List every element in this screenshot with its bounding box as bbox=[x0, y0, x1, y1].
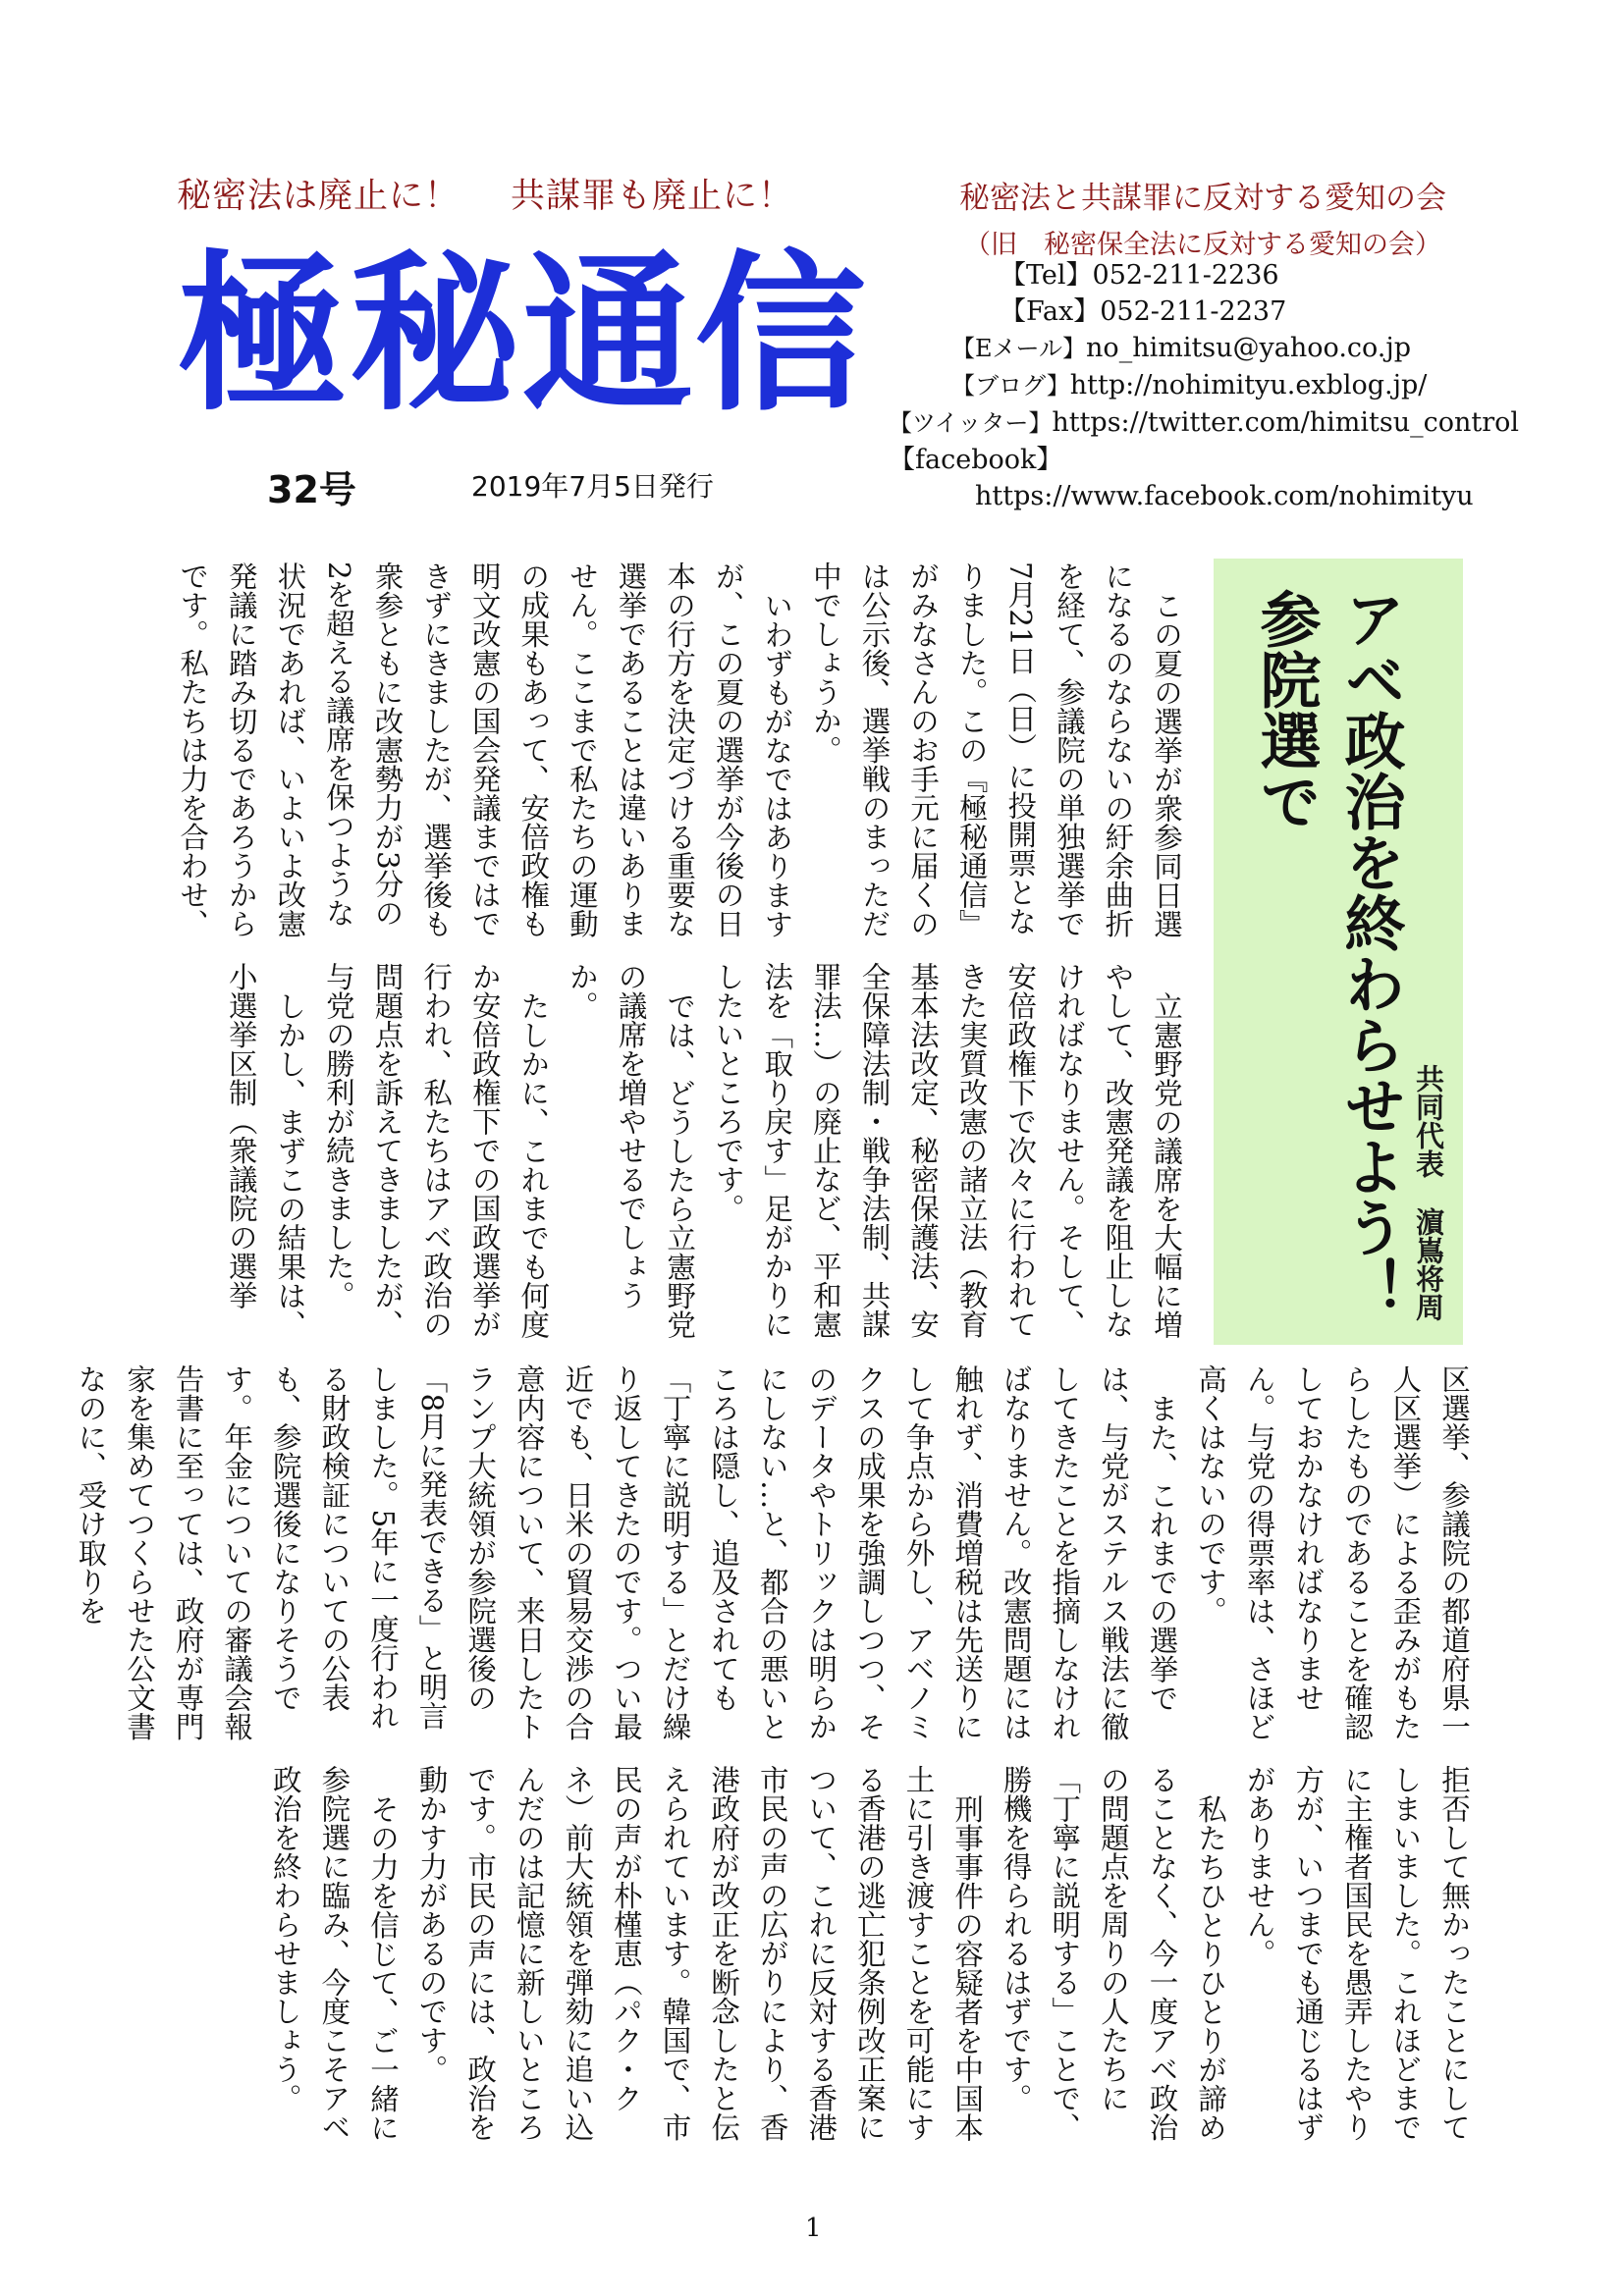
byline-role: 共同代表 bbox=[1412, 1064, 1445, 1178]
issue-date: 2019年7月5日発行 bbox=[471, 470, 714, 503]
email-label: 【Eメール】 bbox=[951, 335, 1087, 362]
blog-label: 【ブログ】 bbox=[951, 372, 1070, 400]
contact-blog bbox=[889, 367, 1517, 404]
organization-former-name: （旧 秘密保全法に反対する愛知の会） bbox=[964, 230, 1441, 260]
paragraph: その力を信じて、ご一緒に参院選に臨み、今度こそアベ政治を終わらせましょう。 bbox=[268, 1765, 400, 2142]
twitter-link[interactable]: https://twitter.com/himitsu_control bbox=[1052, 407, 1519, 438]
contact-email bbox=[889, 330, 1517, 367]
contact-facebook-label: 【facebook】 bbox=[889, 445, 1063, 475]
organization-name: 秘密法と共謀罪に反対する愛知の会 bbox=[959, 181, 1446, 216]
paragraph: 私たちひとりひとりが諦めることなく、今一度アベ政治の問題点を周りの人たちに「丁寧に説明する」ことで、勝機を得られるはずです。 bbox=[999, 1765, 1228, 2142]
slogan-right: 共謀罪も廃止に！ bbox=[511, 177, 794, 216]
masthead-title: 極秘通信 bbox=[177, 236, 869, 435]
paragraph: たしかに、これまでも何度か安倍政権下での国政選挙が行われ、私たちはアベ政治の問題点を訴えてきましたが、与党の勝利が続きました。 bbox=[321, 962, 551, 1339]
blog-link[interactable]: http://nohimityu.exblog.jp/ bbox=[1069, 370, 1428, 400]
byline-name: 濵嶌将周 bbox=[1412, 1207, 1445, 1321]
organization-block bbox=[889, 173, 1517, 261]
contact-info bbox=[889, 257, 1517, 514]
article-band-1 bbox=[176, 561, 1190, 944]
paragraph: いわずもがなではありますが、この夏の選挙が今後の日本の行方を決定づける重要な選挙であることは違いありません。ここまで私たちの運動の成果もあって、安倍政権も明文改憲の国会発議まではできずにきましたが、選挙後も衆参ともに改憲勢力が3分の2を超える議席を保つような状況であれば、いよいよ改憲発議に踏み切るであろうからです。私たちは力を合わせ、 bbox=[176, 561, 794, 938]
fax-value: 052-211-2237 bbox=[1100, 296, 1287, 327]
slogan-left: 秘密法は廃止に！ bbox=[177, 177, 460, 216]
contact-fax bbox=[889, 294, 1517, 330]
article-title-line2: アベ政治を終わらせよう！ bbox=[1334, 588, 1406, 1318]
article-band-3 bbox=[74, 1364, 1478, 1747]
article-byline bbox=[1409, 1064, 1449, 1321]
email-value[interactable]: no_himitsu@yahoo.co.jp bbox=[1086, 333, 1412, 363]
contact-twitter bbox=[889, 404, 1517, 442]
paragraph: また、これまでの選挙では、与党がステルス戦法に徹してきたことを指摘しなければなりません。改憲問題には触れず、消費増税は先送りにして争点から外し、アベノミクスの成果を強調しつつ、そのデータやトリックは明らかにしない…と、都合の悪いところは隠し、追及されても「丁寧に説明する」とだけ繰り返してきたのです。つい最近でも、日米の貿易交渉の合意内容について、来日したトランプ大統領が参院選後の「8月に発表できる」と明言しました。5年に一度行われる財政検証についての公表も、参院選後になりそうです。年金についての審議会報告書に至っては、政府が専門家を集めてつくらせた公文書なのに、受け取りを bbox=[74, 1364, 1179, 1741]
fax-label: 【Fax】 bbox=[1000, 296, 1101, 327]
slogan bbox=[177, 169, 793, 218]
paragraph: 拒否して無かったことにしてしまいました。これほどまでに主権者国民を愚弄したやり方が、いつまでも通じるはずがありません。 bbox=[1242, 1765, 1471, 2142]
tel-label: 【Tel】 bbox=[1000, 260, 1093, 291]
paragraph: 区選挙、参議院の都道府県一人区選挙）による歪みがもたらしたものであることを確認しておかなければなりません。与党の得票率は、さほど高くはないのです。 bbox=[1194, 1364, 1471, 1741]
facebook-link[interactable]: https://www.facebook.com/nohimityu bbox=[975, 481, 1474, 511]
paragraph: では、どうしたら立憲野党の議席を増やせるでしょうか。 bbox=[565, 962, 697, 1339]
paragraph: 刑事事件の容疑者を中国本土に引き渡すことを可能にする香港の逃亡犯条例改正案について、これに反対する香港市民の声の広がりにより、香港政府が改正を断念したと伝えられています。韓国で、市民の声が朴槿恵（パク・クネ）前大統領を弾劾に追い込んだのは記憶に新しいところです。市民の声には、政治を動かす力があるのです。 bbox=[414, 1765, 985, 2142]
paragraph: この夏の選挙が衆参同日選になるのならないの紆余曲折を経て、参議院の単独選挙で7月21日（日）に投開票となりました。この『極秘通信』がみなさんのお手元に届くのは公示後、選挙戦のまっただ中でしょうか。 bbox=[808, 561, 1183, 938]
twitter-label: 【ツイッター】 bbox=[889, 409, 1053, 437]
paragraph: 立憲野党の議席を大幅に増やして、改憲発議を阻止しなければなりません。そして、安倍政権下で次々に行われてきた実質改憲の諸立法（教育基本法改定、秘密保護法、安全保障法制・戦争法制、共謀罪法…）の廃止など、平和憲法を「取り戻す」足がかりにしたいところです。 bbox=[711, 962, 1183, 1339]
paragraph: しかし、まずこの結果は、小選挙区制（衆議院の選挙 bbox=[224, 962, 307, 1339]
page-number: 1 bbox=[805, 2214, 822, 2243]
article-band-4 bbox=[206, 1765, 1478, 2148]
article-title-box bbox=[1214, 559, 1463, 1345]
article-title-line1: 参院選で bbox=[1250, 588, 1322, 831]
tel-value: 052-211-2236 bbox=[1092, 260, 1279, 291]
issue-number: 32号 bbox=[267, 468, 356, 511]
contact-tel bbox=[889, 257, 1517, 294]
article-band-2 bbox=[206, 962, 1190, 1345]
